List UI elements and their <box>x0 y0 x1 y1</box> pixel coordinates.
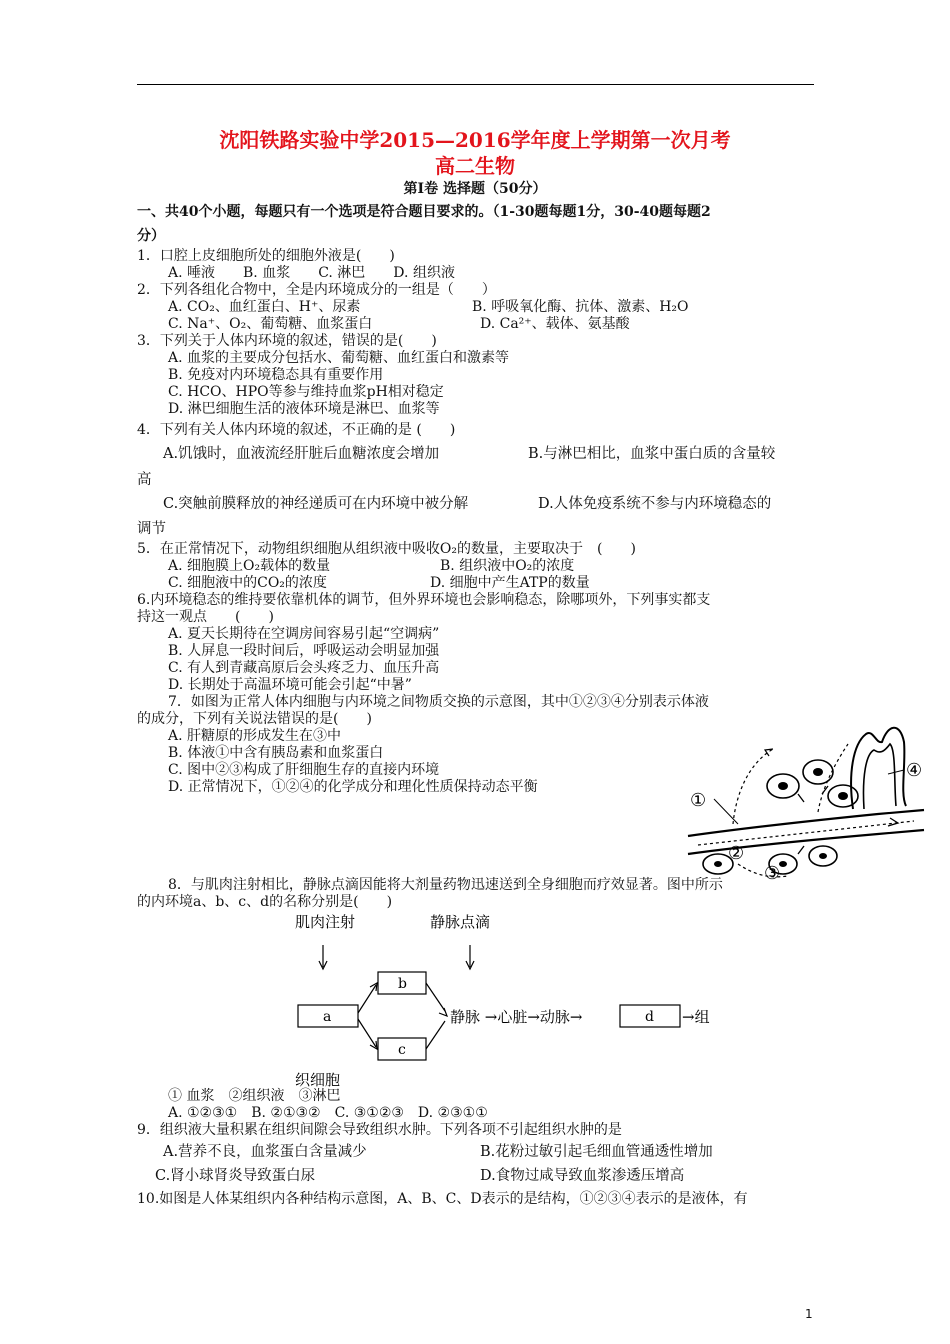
q1-stem: 1．口腔上皮细胞所处的细胞外液是( ) <box>137 248 395 264</box>
q5-stem: 5．在正常情况下，动物组织细胞从组织液中吸收O₂的数量，主要取决于 ( ) <box>137 541 636 557</box>
q4-option-c: C.突触前膜释放的神经递质可在内环境中被分解 <box>163 496 469 512</box>
q9-option-b: B.花粉过敏引起毛细血管通透性增加 <box>480 1144 713 1160</box>
q7-option-c: C. 图中②③构成了肝细胞生存的直接内环境 <box>168 762 440 778</box>
q4-option-a: A.饥饿时，血液流经肝脏后血糖浓度会增加 <box>163 446 440 462</box>
q8-stem-1: 8．与肌肉注射相比，静脉点滴因能将大剂量药物迅速送到全身细胞而疗效显著。图中所示 <box>168 877 723 893</box>
q2-stem: 2．下列各组化合物中，全是内环境成分的一组是（ ） <box>137 282 496 298</box>
q8-stem-2: 的内环境a、b、c、d的名称分别是( ) <box>137 894 393 910</box>
q7-figure-label-2: ② <box>728 843 745 864</box>
q8-label-injection: 肌肉注射 <box>295 913 356 931</box>
header-rule <box>137 84 814 85</box>
q6-option-d: D. 长期处于高温环境可能会引起“中暑” <box>168 677 412 693</box>
exam-subject: 高二生物 <box>435 154 515 178</box>
q9-option-a: A.营养不良，血浆蛋白含量减少 <box>163 1144 367 1160</box>
page-number: 1 <box>805 1307 813 1321</box>
instructions-line-2: 分） <box>137 228 165 244</box>
q8-options: A. ①②③① B. ②①③② C. ③①②③ D. ②③①① <box>168 1105 488 1121</box>
q7-tissue-diagram <box>678 714 928 889</box>
instructions-line-1: 一、共40个小题，每题只有一个选项是符合题目要求的。（1-30题每题1分，30-40题每题2 <box>137 204 711 220</box>
q3-option-a: A. 血浆的主要成分包括水、葡萄糖、血红蛋白和激素等 <box>168 350 510 366</box>
q6-option-b: B. 人屏息一段时间后，呼吸运动会明显加强 <box>168 643 440 659</box>
q8-flow-tail-2: 织细胞 <box>295 1071 341 1089</box>
q4-option-b-cont: 高 <box>137 472 152 488</box>
q4-stem: 4．下列有关人体内环境的叙述，不正确的是 ( ) <box>137 422 456 438</box>
q8-box-d: d <box>645 1009 654 1025</box>
q7-figure-label-4: ④ <box>906 760 923 781</box>
q8-box-a: a <box>323 1009 332 1025</box>
q8-flow-tail: →组 <box>682 1008 710 1026</box>
q8-label-drip: 静脉点滴 <box>430 913 491 931</box>
q7-option-b: B. 体液①中含有胰岛素和血浆蛋白 <box>168 745 384 761</box>
q7-option-a: A. 肝糖原的形成发生在③中 <box>168 728 342 744</box>
q6-option-c: C. 有人到青藏高原后会头疼乏力、血压升高 <box>168 660 440 676</box>
q4-option-d: D.人体免疫系统不参与内环境稳态的 <box>538 496 772 512</box>
q3-option-b: B. 免疫对内环境稳态具有重要作用 <box>168 367 384 383</box>
q3-option-d: D. 淋巴细胞生活的液体环境是淋巴、血浆等 <box>168 401 440 417</box>
q9-stem: 9．组织液大量积累在组织间隙会导致组织水肿。下列各项不引起组织水肿的是 <box>137 1122 622 1138</box>
q6-stem-2: 持这一观点 ( ) <box>137 609 274 625</box>
q8-box-b: b <box>398 976 407 992</box>
q2-option-b: B. 呼吸氧化酶、抗体、激素、H₂O <box>472 299 689 315</box>
q8-box-c: c <box>398 1042 406 1058</box>
q5-option-a: A. 细胞膜上O₂载体的数量 <box>168 558 331 574</box>
q9-option-c: C.肾小球肾炎导致蛋白尿 <box>155 1168 316 1184</box>
q7-figure-label-1: ① <box>690 790 707 811</box>
q7-stem-2: 的成分，下列有关说法错误的是( ) <box>137 711 372 727</box>
q3-option-c: C. HCO、HPO等参与维持血浆pH相对稳定 <box>168 384 444 400</box>
q8-flow-chain: 静脉 →心脏→动脉→ <box>450 1008 583 1026</box>
q8-flow-diagram <box>290 905 720 1090</box>
q3-stem: 3．下列关于人体内环境的叙述，错误的是( ) <box>137 333 437 349</box>
q10-stem: 10.如图是人体某组织内各种结构示意图，A、B、C、D表示的是结构，①②③④表示的是液体，有 <box>137 1191 748 1207</box>
q5-option-c: C. 细胞液中的CO₂的浓度 <box>168 575 327 591</box>
exam-title: 沈阳铁路实验中学2015—2016学年度上学期第一次月考 <box>219 128 731 152</box>
q5-option-b: B. 组织液中O₂的浓度 <box>440 558 575 574</box>
q2-option-a: A. CO₂、血红蛋白、H⁺、尿素 <box>168 299 361 315</box>
q1-options: A. 唾液 B. 血浆 C. 淋巴 D. 组织液 <box>168 265 455 281</box>
q8-legend: ① 血浆 ②组织液 ③淋巴 <box>168 1088 341 1104</box>
q9-option-d: D.食物过咸导致血浆渗透压增高 <box>480 1168 685 1184</box>
section-heading: 第Ⅰ卷 选择题（50分） <box>403 181 547 197</box>
q5-option-d: D. 细胞中产生ATP的数量 <box>430 575 590 591</box>
q6-stem-1: 6.内环境稳态的维持要依靠机体的调节，但外界环境也会影响稳态，除哪项外，下列事实都支 <box>137 592 711 608</box>
q4-option-b: B.与淋巴相比，血浆中蛋白质的含量较 <box>528 446 776 462</box>
q7-option-d: D. 正常情况下，①②④的化学成分和理化性质保持动态平衡 <box>168 779 538 795</box>
q4-option-d-cont: 调节 <box>137 521 166 537</box>
q6-option-a: A. 夏天长期待在空调房间容易引起“空调病” <box>168 626 440 642</box>
q7-figure-label-3: ③ <box>764 863 781 884</box>
q2-option-c: C. Na⁺、O₂、葡萄糖、血浆蛋白 <box>168 316 373 332</box>
q7-stem-1: 7．如图为正常人体内细胞与内环境之间物质交换的示意图，其中①②③④分别表示体液 <box>168 694 709 710</box>
q2-option-d: D. Ca²⁺、载体、氨基酸 <box>480 316 630 332</box>
